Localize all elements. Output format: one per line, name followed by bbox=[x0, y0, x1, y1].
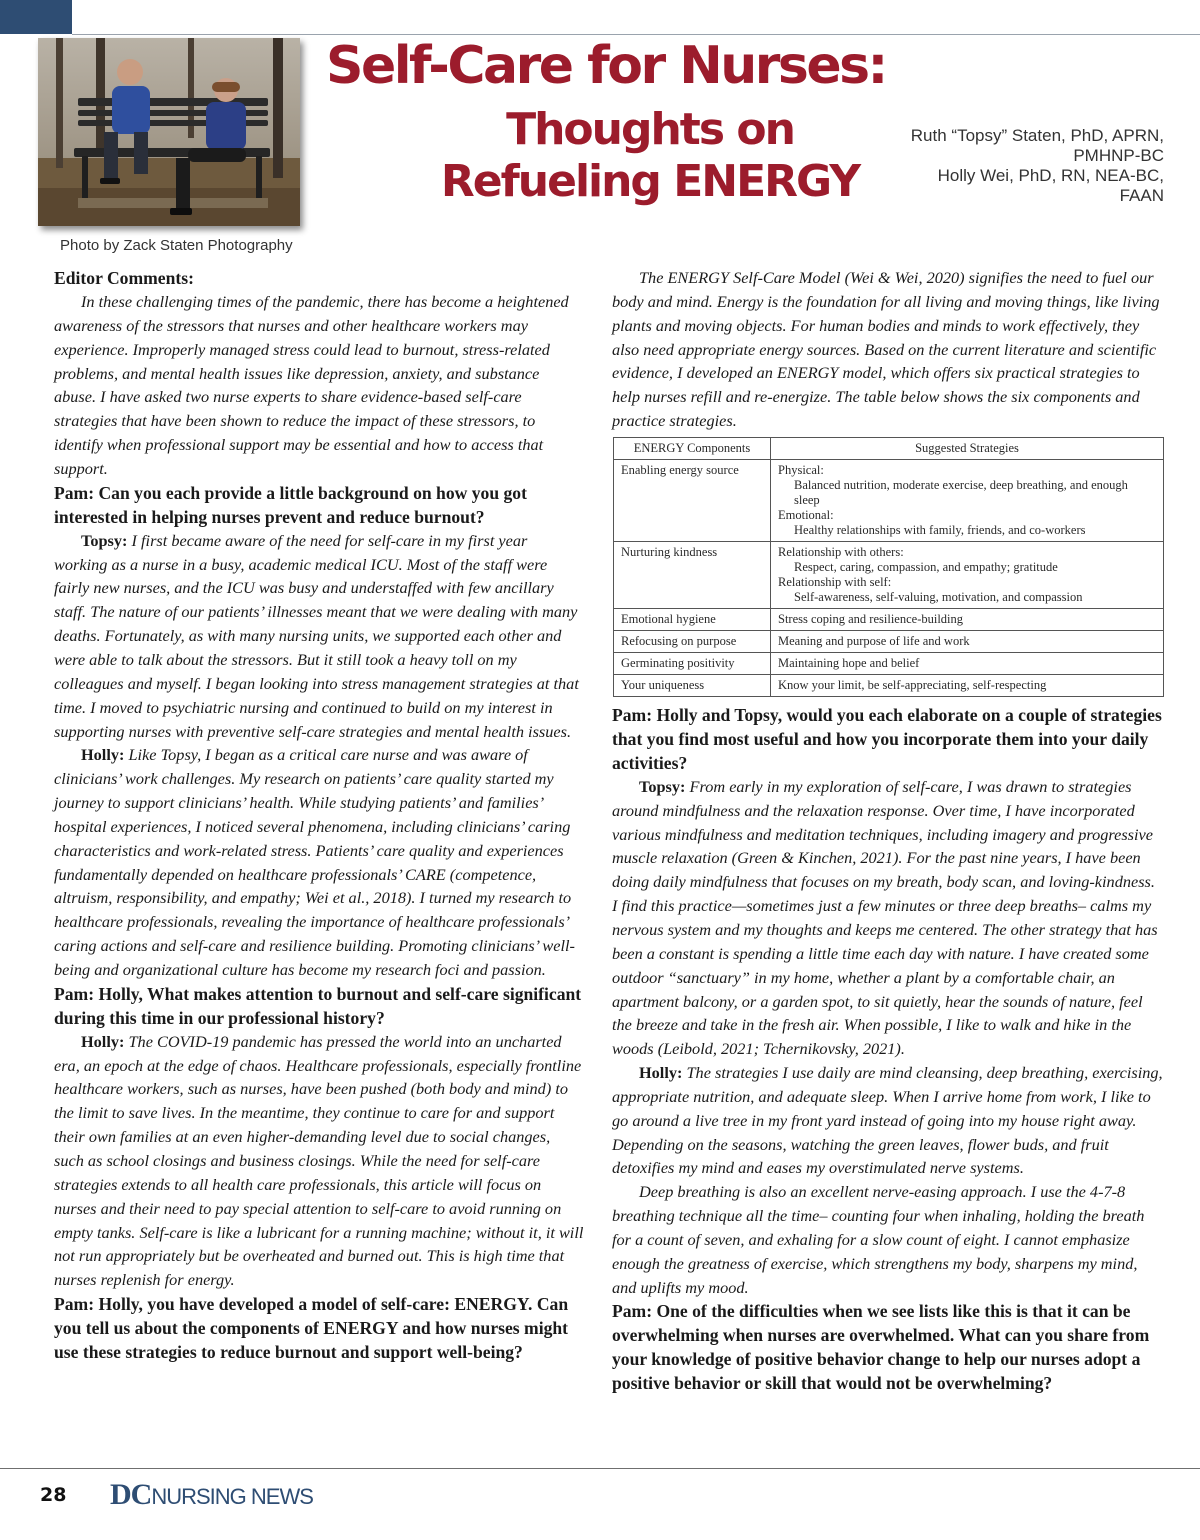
strategy-line: Relationship with self: bbox=[778, 574, 892, 589]
author-line: PMHNP-BC bbox=[1073, 146, 1164, 165]
table-header-row bbox=[614, 437, 1164, 459]
masthead-name: NURSING NEWS bbox=[151, 1484, 313, 1509]
table-row bbox=[614, 459, 1164, 541]
strategy-cell: Know your limit, be self-appreciating, self-respecting bbox=[771, 674, 1164, 696]
interview-question: Pam: Holly, you have developed a model of self-care: ENERGY. Can you tell us about the components of ENERGY and how nurses might use these strategies to reduce burnout and support well-being? bbox=[54, 1294, 569, 1363]
answer-paragraph bbox=[54, 1030, 584, 1292]
table-row bbox=[614, 652, 1164, 674]
magazine-masthead bbox=[110, 1478, 313, 1512]
interview-question: Pam: Holly, What makes attention to burnout and self-care significant during this time in our professional history? bbox=[54, 983, 582, 1028]
speaker-label: Holly: bbox=[81, 1031, 125, 1051]
energy-model-intro: The ENERGY Self-Care Model (Wei & Wei, 2020) signifies the need to fuel our body and mind. Energy is the foundation for all living and moving things, like living plants and moving objects. For human bodies and minds to work effectively, they also need appropriate energy sources. Based on the current literature and scientific evidence, I developed an ENERGY model, which offers six practical strategies to help nurses refill and re-energize. The table below shows the six components and practice strategies. bbox=[612, 268, 1160, 431]
strategy-line: Self-awareness, self-valuing, motivation, and compassion bbox=[794, 589, 1083, 604]
speaker-label: Holly: bbox=[639, 1063, 683, 1083]
left-column bbox=[54, 266, 584, 1364]
answer-text: From early in my exploration of self-care, I was drawn to strategies around mindfulness and the relaxation response. Over time, I have incorporated various mindfulness and meditation techniques, including imagery and progressive muscle relaxation (Green & Kinchen, 2021). For the past nine years, I have been doing daily mindfulness that focuses on my breath, body scan, and loving-kindness. I find this practice—sometimes just a few minutes or three deep breaths– calms my nervous system and my thoughts and keeps me centered. The other strategy that has been a constant is spending a little time each day with nature. I have created some outdoor “sanctuary” in my home, whether a plant by a comfortable chair, an apartment balcony, or a garden spot, to sit quietly, hear the sounds of nature, feel the breeze and take in the fresh air. When possible, I like to walk and hike in the woods (Leibold, 2021; Tchernikovsky, 2021). bbox=[612, 776, 1158, 1059]
article-subtitle bbox=[380, 104, 920, 208]
editor-comments-heading: Editor Comments: bbox=[54, 268, 194, 288]
table-row bbox=[614, 608, 1164, 630]
strategy-line: Emotional: bbox=[778, 507, 834, 522]
subtitle-line: Refueling ENERGY bbox=[440, 156, 860, 207]
table-row bbox=[614, 541, 1164, 608]
subtitle-line: Thoughts on bbox=[506, 104, 794, 155]
speaker-label: Topsy: bbox=[639, 776, 686, 796]
right-column bbox=[612, 266, 1164, 1395]
interview-question: Pam: Can you each provide a little background on how you got interested in helping nurses prevent and reduce burnout? bbox=[54, 482, 527, 527]
author-line: Ruth “Topsy” Staten, PhD, APRN, bbox=[910, 126, 1164, 145]
author-byline bbox=[864, 126, 1164, 206]
interview-question: Pam: Holly and Topsy, would you each elaborate on a couple of strategies that you find most useful and how you incorporate them into your daily activities? bbox=[612, 704, 1162, 773]
component-cell: Emotional hygiene bbox=[614, 608, 771, 630]
strategy-line: Relationship with others: bbox=[778, 544, 904, 559]
column-header: Suggested Strategies bbox=[771, 437, 1164, 459]
answer-text: I first became aware of the need for self-care in my first year working as a nurse in a busy, academic medical ICU. Most of the staff were fairly new nurses, and the ICU was busy and understaffed with few ancillary staff. The nature of our patients’ illnesses meant that we were dealing with many deaths. Fortunately, as with many nursing units, we supported each other and were able to talk about the stressors. But it still took a heavy toll on my colleagues and myself. I began looking into stress management strategies at that time. I moved to psychiatric nursing and continued to build on my interest in supporting nurses with preventive self-care strategies and mental health issues. bbox=[54, 530, 579, 741]
photo-credit: Photo by Zack Staten Photography bbox=[60, 237, 293, 254]
author-line: Holly Wei, PhD, RN, NEA-BC, bbox=[937, 166, 1164, 185]
corner-accent-block bbox=[0, 0, 72, 34]
strategy-line: Physical: bbox=[778, 462, 824, 477]
author-line: FAAN bbox=[1119, 186, 1164, 205]
speaker-label: Holly: bbox=[81, 745, 125, 765]
editor-comments-text: In these challenging times of the pandemic, there has become a heightened awareness of the stressors that nurses and other healthcare workers may experience. Improperly managed stress could lead to burnout, stress-related problems, and mental health issues like depression, anxiety, and substance abuse. I have asked two nurse experts to share evidence-based self-care strategies that have been shown to reduce the impact of these stressors, to identify when professional support may be essential and how to access that support. bbox=[54, 292, 569, 478]
component-cell: Germinating positivity bbox=[614, 652, 771, 674]
strategy-cell bbox=[771, 541, 1164, 608]
answer-paragraph: Deep breathing is also an excellent nerve-easing approach. I use the 4-7-8 breathing technique all the time– counting four when inhaling, holding the breath for a count of seven, and exhaling for a slow count of eight. I cannot emphasize enough the greatness of exercise, which strengthens my body, sharpens my mind, and uplifts my mood. bbox=[612, 1182, 1145, 1297]
answer-paragraph bbox=[612, 775, 1164, 1061]
speaker-label: Topsy: bbox=[81, 530, 128, 550]
component-cell: Nurturing kindness bbox=[614, 541, 771, 608]
table-row bbox=[614, 630, 1164, 652]
answer-text: The COVID-19 pandemic has pressed the world into an uncharted era, an epoch at the edge of chaos. Healthcare professionals, especially frontline healthcare workers, such as nurses, have been pushed (both body and mind) to the limit to save lives. In the meantime, they continue to care for and support their own families at an even higher-demanding level due to social changes, such as school closings and business closings. While the need for self-care strategies extends to all health care professionals, this article will focus on nurses and their need to pay special attention to self-care to avoid running on empty tanks. Self-care is like a lubricant for a running machine; without it, it will not run appropriately but be overheated and burned out. This is high time that nurses replenish for energy. bbox=[54, 1031, 584, 1290]
answer-paragraph bbox=[54, 743, 584, 981]
article-title: Self-Care for Nurses: bbox=[326, 36, 886, 96]
answer-text: Like Topsy, I began as a critical care nurse and was aware of clinicians’ work challenges. My research on patients’ care quality started my journey to support clinicians’ health. While studying patients’ and families’ hospital experiences, I noticed several phenomena, including clinicians’ caring characteristics and work-related stress. Patients’ care quality and experiences fundamentally depended on healthcare professionals’ CARE (competence, altruism, responsibility, and empathy; Wei et al., 2018). I turned my research to healthcare professionals, revealing the importance of healthcare professionals’ caring actions and self-care and resilience building. Promoting clinicians’ well-being and organizational culture has become my research foci and passion. bbox=[54, 745, 575, 979]
strategy-cell: Meaning and purpose of life and work bbox=[771, 630, 1164, 652]
answer-paragraph bbox=[54, 529, 584, 744]
table-row bbox=[614, 674, 1164, 696]
strategy-line: Balanced nutrition, moderate exercise, deep breathing, and enough sleep bbox=[794, 477, 1128, 507]
masthead-dc: DC bbox=[110, 1478, 152, 1511]
component-cell: Refocusing on purpose bbox=[614, 630, 771, 652]
component-cell: Enabling energy source bbox=[614, 459, 771, 541]
energy-components-table bbox=[613, 437, 1164, 697]
interview-question: Pam: One of the difficulties when we see lists like this is that it can be overwhelming when nurses are overwhelmed. What can you share from your knowledge of positive behavior change to help our nurses adopt a positive behavior or skill that would not be overwhelming? bbox=[612, 1301, 1150, 1394]
couple-on-bench-photo bbox=[38, 38, 300, 226]
answer-paragraph bbox=[612, 1061, 1164, 1180]
strategy-line: Respect, caring, compassion, and empathy; gratitude bbox=[794, 559, 1058, 574]
strategy-cell: Maintaining hope and belief bbox=[771, 652, 1164, 674]
answer-text: The strategies I use daily are mind cleansing, deep breathing, exercising, appropriate nutrition, and adequate sleep. When I arrive home from work, I like to go around a live tree in my front yard instead of going into my house right away. Depending on the seasons, watching the green leaves, flower buds, and fruit detoxifies my mind and eases my overstimulated nerve systems. bbox=[612, 1063, 1163, 1178]
strategy-cell bbox=[771, 459, 1164, 541]
header-rule bbox=[72, 34, 1200, 35]
component-cell: Your uniqueness bbox=[614, 674, 771, 696]
strategy-cell: Stress coping and resilience-building bbox=[771, 608, 1164, 630]
footer-rule bbox=[0, 1468, 1200, 1469]
page-number: 28 bbox=[40, 1484, 67, 1506]
column-header: ENERGY Components bbox=[614, 437, 771, 459]
strategy-line: Healthy relationships with family, friends, and co-workers bbox=[794, 522, 1086, 537]
